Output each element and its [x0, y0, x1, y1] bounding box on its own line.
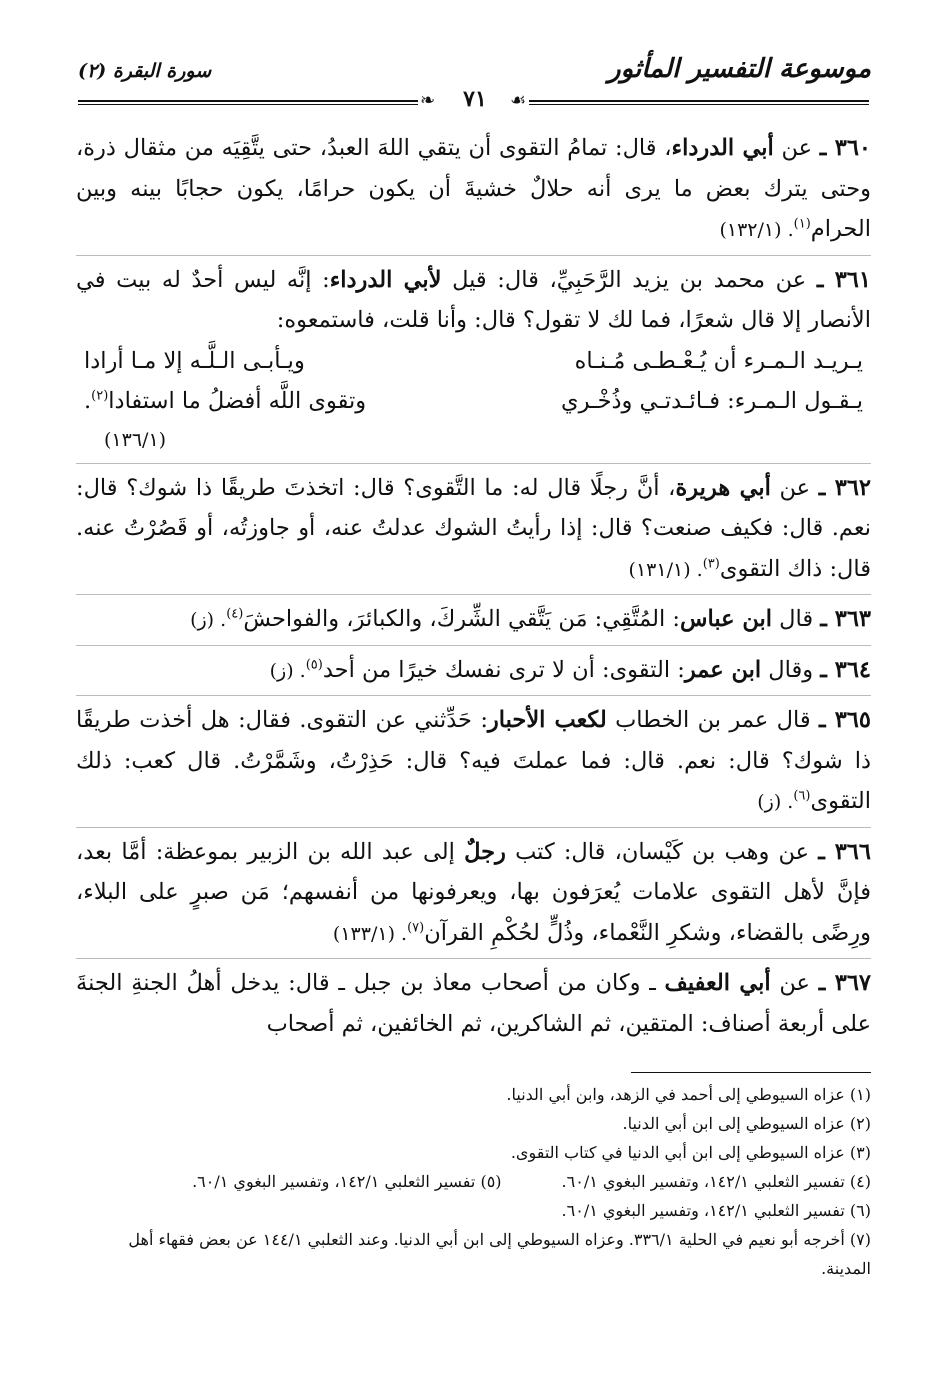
narration-number: ٣٦٤ ـ	[820, 656, 871, 683]
footnotes	[76, 1080, 871, 1283]
footnote-marker[interactable]: (١)	[793, 216, 811, 232]
footnote-7: (٧) أخرجه أبو نعيم في الحلية ٣٣٦/١. وعزاه السيوطي إلى ابن أبي الدنيا. وعند الثعلبي ١٤٤/١ عن بعض فقهاء أهل المدينة.	[128, 1230, 871, 1278]
narration-pre: عن محمد بن يزيد الرَّحَبِيِّ، قال: قيل	[441, 266, 817, 293]
narration-number: ٣٦٣ ـ	[820, 606, 871, 632]
ornament-left-icon: ❧	[420, 90, 436, 111]
book-title: موسوعة التفسير المأثور	[608, 54, 871, 84]
narration-text: إلى عبد الله بن الزبير بموعظة: أمَّا بعد، فإنَّ لأهل التقوى علامات يُعرَفون بها، ويعرفونها من أنفسهم؛ مَن صبرٍ على البلاء، ورِضًى بالقضاء، وشكرِ النَّعْماء، وذُلٍّ لحُكْمِ القرآن	[76, 838, 871, 946]
footnote-separator	[631, 1072, 871, 1073]
narration-text: ، قال: تمامُ التقوى أن يتقي اللهَ العبدُ، حتى يتَّقِيَه من مثقال ذرة، وحتى يترك بعض ما يرى أنه حلالٌ خشيةَ أن يكون حرامًا، يكون حجابًا بينه وبين الحرام	[76, 135, 871, 242]
source-reference: (١٣٦/١)	[104, 428, 167, 451]
source-reference: . (ز)	[190, 609, 227, 631]
narrator-name: رجلٌ	[464, 838, 506, 865]
poem-hemistich-text: وتقوى اللَّه أفضلُ ما استفادا	[108, 387, 367, 414]
narration-text: : حَدِّثني عن التقوى. فقال: هل أخذت طريقًا ذا شوك؟ قال: نعم. قال: فما عملتَ فيه؟ قال: حَذِرْتُ، وشَمَّرْتُ. قال كعب: ذلك التقوى	[76, 707, 871, 814]
narration-number: ٣٦٢ ـ	[818, 474, 872, 501]
narration-360	[76, 128, 871, 256]
source-reference: . (١٣٢/١)	[719, 219, 794, 241]
narrator-name: أبي هريرة	[675, 474, 771, 501]
narration-361	[76, 260, 871, 464]
poem-verse	[84, 381, 863, 421]
main-text	[76, 128, 871, 1052]
narration-pre: عن	[770, 970, 819, 996]
narration-text: : إنَّه ليس أحدٌ له بيت في الأنصار إلا قال شعرًا، فما لك لا تقول؟ قال: وأنا قلت، فاستمعوه:	[76, 266, 871, 333]
footnote-5: (٥) تفسير الثعلبي ١٤٢/١، وتفسير البغوي ٦٠/١.	[192, 1172, 502, 1191]
narration-366	[76, 832, 871, 960]
narration-364	[76, 650, 871, 697]
poem-hemistich-second: ويـأبـى الـلَّـه إلا مـا أرادا	[84, 347, 305, 374]
narration-number: ٣٦٧ ـ	[818, 970, 871, 996]
narration-number: ٣٦١ ـ	[816, 266, 871, 293]
narration-text: ـ وكان من أصحاب معاذ بن جبل ـ قال: يدخل أهلُ الجنةِ الجنةَ على أربعة أصناف: المتقين، ثم الشاكرين، ثم الخائفين، ثم أصحاب	[76, 970, 871, 1037]
narration-pre: عن	[773, 135, 820, 161]
source-reference: . (ز)	[269, 659, 306, 682]
narration-number: ٣٦٦ ـ	[818, 838, 871, 865]
footnote-marker[interactable]: (٥)	[305, 657, 323, 672]
footnote-4: (٤) تفسير الثعلبي ١٤٢/١، وتفسير البغوي ٦٠/١.	[561, 1172, 871, 1191]
narration-363	[76, 599, 871, 646]
poem-hemistich-second: وتقوى اللَّه أفضلُ ما استفادا$^{(٢)}$.	[84, 387, 367, 414]
narration-362	[76, 468, 871, 596]
footnote-1: (١) عزاه السيوطي إلى أحمد في الزهد، وابن أبي الدنيا.	[506, 1085, 871, 1104]
narrator-name: أبي العفيف	[664, 970, 771, 996]
source-reference: . (١٣١/١)	[628, 558, 703, 581]
source-reference: . (ز)	[757, 791, 794, 813]
poem-hemistich-first: يـريـد الـمـرء أن يُـعْـطـى مُـنـاه	[574, 347, 863, 374]
footnote-6: (٦) تفسير الثعلبي ١٤٢/١، وتفسير البغوي ٦٠/١.	[561, 1201, 871, 1220]
narrator-name: ابن عباس	[680, 606, 773, 632]
narration-pre: قال عمر بن الخطاب	[606, 707, 820, 733]
poem-hemistich-first: يـقـول الـمـرء: فـائـدتـي وذُخْـري	[560, 387, 863, 414]
narration-pre: عن وهب بن كَيْسان، قال: كتب	[505, 838, 819, 865]
narration-pre: عن	[770, 474, 819, 501]
footnote-marker[interactable]: (٦)	[793, 788, 811, 804]
narration-367	[76, 963, 871, 1048]
footnote-row-4-5	[76, 1167, 871, 1196]
footnote-marker[interactable]: (٤)	[226, 606, 244, 622]
narration-number: ٣٦٠ ـ	[819, 135, 872, 161]
narration-text: : التقوى: أن لا ترى نفسك خيرًا من أحد	[322, 656, 685, 683]
source-reference: . (١٣٣/١)	[332, 922, 408, 945]
page-number: ٧١	[463, 86, 487, 112]
footnote-2: (٢) عزاه السيوطي إلى ابن أبي الدنيا.	[622, 1114, 871, 1133]
footnote-marker[interactable]: (٣)	[702, 556, 720, 571]
ornament-right-icon: ☙	[510, 90, 527, 111]
footnote-marker[interactable]: (٧)	[407, 920, 425, 935]
narrator-name: أبي الدرداء	[671, 135, 774, 161]
header-rule-left-thin	[78, 104, 418, 105]
narrator-name: لكعب الأحبار	[487, 707, 607, 733]
narrator-name: لأبي الدرداء	[329, 266, 442, 293]
header-rule-right-thin	[529, 104, 869, 105]
footnote-3: (٣) عزاه السيوطي إلى ابن أبي الدنيا في كتاب التقوى.	[510, 1143, 871, 1162]
narration-pre: وقال	[761, 656, 821, 683]
narration-text: ، أنَّ رجلًا قال له: ما التَّقوى؟ قال: اتخذتَ طريقًا ذا شوك؟ قال: نعم. قال: فكيف صنعت؟ قال: إذا رأيتُ الشوك عدلتُ عنه، أو جاوزتُه، أو قَصُرْتُ عنه. قال: ذاك التقوى	[76, 474, 871, 582]
poem-verse	[84, 341, 863, 381]
header-rule-left	[78, 100, 418, 102]
header-rule-right	[529, 100, 869, 102]
narration-365	[76, 700, 871, 828]
footnote-marker[interactable]: (٢)	[91, 388, 109, 403]
surah-label: سورة البقرة (٢)	[78, 60, 212, 82]
narration-pre: قال	[772, 606, 821, 632]
poem	[76, 341, 871, 459]
narration-text: : المُتَّقِي: مَن يَتَّقي الشِّركَ، والكبائرَ، والفواحشَ	[243, 606, 681, 632]
narration-number: ٣٦٥ ـ	[819, 707, 871, 733]
narrator-name: ابن عمر	[684, 656, 762, 683]
